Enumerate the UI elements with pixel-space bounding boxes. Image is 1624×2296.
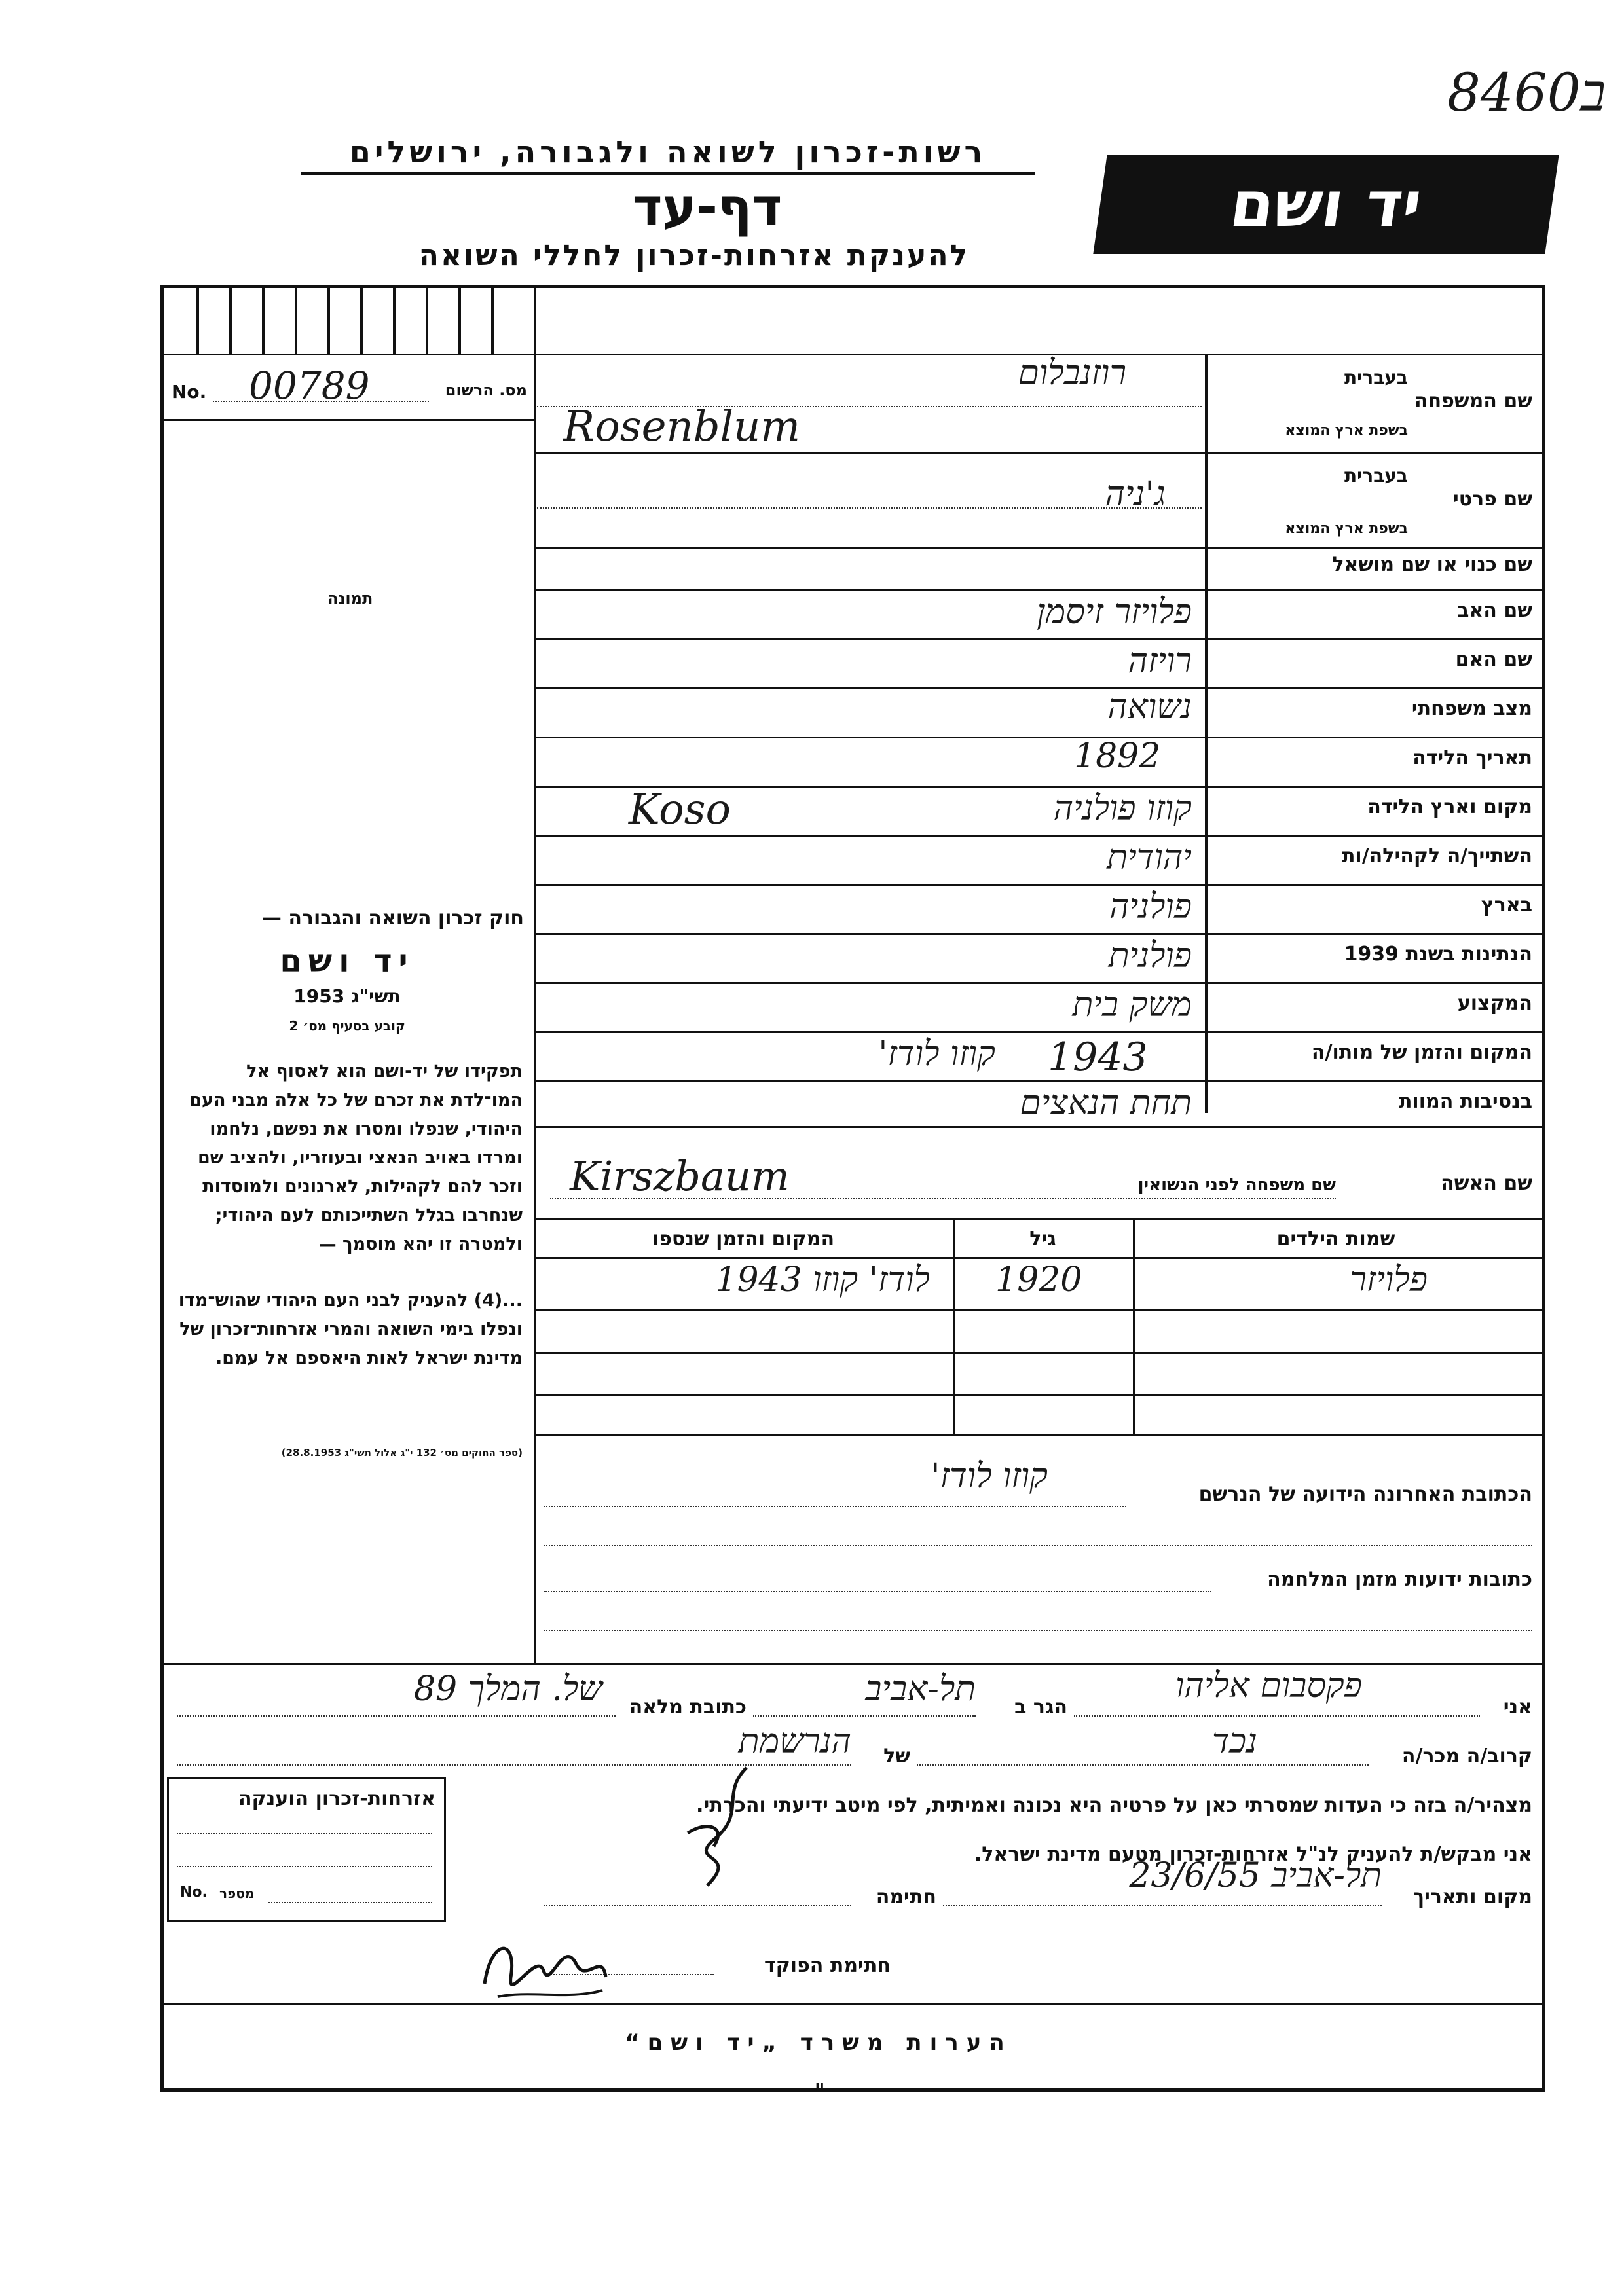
row-separator [534,1218,1545,1220]
children-place-header: המקום והזמן שנספו [652,1228,835,1250]
declarant-signature [648,1755,779,1905]
children-names-header: שמות הילדים [1276,1228,1395,1250]
place-date-dotline [943,1905,1382,1906]
law-text-clause-4: ...(4) להעניק לבני העם היהודי שהוש־מדו ונפלו בימי השואה והמרי אזרחות־זכרון של מדינת ישראל לאות היאספם אל עמם. [178,1290,523,1368]
citizenship-1939-label: הנתינות בשנת 1939 [1344,943,1532,966]
child-name: פלויזר [1350,1260,1428,1300]
profession-label: המקצוע [1457,992,1532,1015]
declaration-text: מצהיר/ה בזה כי העדות שמסרתי כאן על פרטיה היא נכונה ואמיתית, לפי מיטב ידיעתי והכרתי. [696,1794,1532,1817]
first-name-label: שם פרטי [1452,488,1532,511]
remarks-title: הערות משרד „יד ושם“ [625,2030,1012,2056]
declarant-dotline [753,1715,976,1717]
box-no-label: No. [180,1884,208,1901]
family-name-origin-value: Rosenblum [563,403,800,451]
father-label: שם האב [1457,599,1532,622]
page-mark: II [815,2081,824,2094]
form-subtitle: להענקת אזרחות-זכרון לחללי השואה [418,239,970,272]
marital-label: מצב משפחתי [1411,697,1532,720]
table-row-line [534,1352,1545,1354]
declarant-i-label: אני [1503,1696,1532,1719]
marital-value: נשואה [1107,687,1192,727]
last-address-value: קוזו לודז' [931,1457,1048,1496]
declarant-dotline [177,1715,616,1717]
handwritten-archive-number: 8460ב [1447,62,1606,123]
community-label: השתייך/ה לקהילה/ות [1341,845,1532,867]
birth-place-value: קוזו פולניה [1053,789,1192,828]
father-value: פלויזר זיסמן [1037,592,1192,632]
row-separator [534,933,1545,935]
table-row-line [534,1394,1545,1396]
row-separator [534,1080,1545,1082]
strip-divider [491,285,494,354]
law-year: תשי"ג 1953 [293,985,401,1007]
law-title: חוק זכרון השואה והגבורה — [261,907,524,930]
family-name-origin-label: בשפת ארץ המוצא [1285,422,1408,439]
family-name-label: שם המשפחה [1414,390,1532,412]
child-death-place: לודז' קוזו 1943 [715,1260,930,1300]
declarant-name: פקסבום אליהו [1175,1666,1362,1705]
registration-number: 00789 [249,363,370,408]
child-age: 1920 [995,1260,1082,1300]
birth-place-latin: Koso [629,786,731,834]
row-separator [534,547,1545,549]
children-col-divider [953,1218,955,1434]
row-separator [534,737,1545,738]
family-name-hebrew-value: רוזנבלום [1018,354,1126,393]
address-dotline [544,1506,1126,1507]
declarant-dotline [917,1764,1369,1766]
strip-divider [229,285,232,354]
row-line [537,507,1202,509]
death-circumstances-label: בנסיבות המוות [1398,1090,1532,1113]
children-header-line [534,1257,1545,1259]
signature-dotline [544,1905,851,1906]
death-circumstances-value: תחת הנאצים [1020,1084,1192,1123]
row-separator [534,835,1545,837]
death-year-value: 1943 [1048,1034,1148,1080]
wartime-address-label: כתובות ידועות מזמן המלחמה [1267,1568,1532,1591]
law-clause: קובע בסעיף מס׳ 2 [289,1018,405,1034]
wife-maiden-label: שם משפחה לפני הנשואין [1137,1175,1336,1195]
citizenship-1939-value: פולנית [1108,936,1192,975]
address-dotline [544,1545,1532,1546]
box-dotline [177,1866,432,1867]
full-address-label: כתובת מלאה [629,1696,747,1719]
address-dotline [544,1630,1532,1631]
remarks-line [160,2003,1545,2005]
strip-divider [393,285,396,354]
full-address-value: של. המלך 89 [413,1669,602,1709]
table-bottom-line [534,1434,1545,1436]
strip-divider [262,285,265,354]
row-separator [534,638,1545,640]
strip-divider [295,285,297,354]
row-separator [534,982,1545,984]
yad-vashem-logo: יד ושם [1093,155,1559,254]
mother-value: רויזה [1128,642,1192,681]
row-separator [534,452,1545,454]
registration-no-label: No. [172,381,207,403]
photo-label: תמונה [327,589,373,608]
last-address-label: הכתובת האחרונה הידועה של הנרשם [1198,1483,1532,1506]
strip-divider [426,285,428,354]
resides-value: תל-אביב [865,1669,976,1709]
death-place-time-label: המקום והזמן של מותו/ה [1311,1041,1532,1064]
signature-label: חתימה [876,1886,936,1908]
organization-name: רשות-זכרון לשואה ולגבורה, ירושלים [301,134,1035,175]
birth-date-value: 1892 [1074,737,1161,776]
law-text: תפקידו של יד-ושם הוא לאסוף אל המו־לדת את זכרם של כל אלה מבני העם היהודי, שנפלו ומסרו את נפשם, נלחמו ומרדו באויב הנאצי ובעוזריו, ולהציב שם וזכר להם לקהילות, לארגונים ולמוסדות שנחרבו בגלל השתייכותם לעם היהודי; ולמטרה זו יהא מוסמך — [189,1061,523,1254]
registration-he-label: מס. הרשום [445,381,527,399]
law-name: יד ושם [280,943,415,979]
place-date-value: תל-אביב 23/6/55 [1129,1856,1382,1895]
declarant-dotline [1074,1715,1480,1717]
box-number-label: מספר [219,1886,255,1901]
form-title: דף-עד [632,178,783,237]
row-separator [534,1126,1545,1128]
profession-value: משק בית [1072,985,1192,1025]
first-name-hebrew-value: ג'ניה [1105,475,1166,514]
row-separator [534,1031,1545,1033]
of-value: הנרשמת [738,1722,851,1761]
strip-divider [458,285,461,354]
address-dotline [544,1591,1211,1592]
officer-signature-label: חתימת הפוקד [764,1954,891,1977]
country-value: פולניה [1109,887,1192,926]
citizenship-granted-title: אזרחות-זכרון הוענקה [238,1787,435,1810]
country-label: בארץ [1481,894,1532,917]
row-separator [534,589,1545,591]
strip-divider [360,285,363,354]
of-label: של [883,1745,910,1768]
place-date-label: מקום ותאריך [1412,1886,1532,1908]
mother-label: שם האם [1455,648,1532,671]
birth-place-label: מקום וארץ הלידה [1367,795,1532,818]
first-name-origin-label: בשפת ארץ המוצא [1285,520,1408,537]
relative-value: נכד [1211,1722,1257,1761]
children-col-divider [1133,1218,1135,1434]
declaration-separator [160,1663,1545,1665]
children-age-header: גיל [1029,1228,1056,1250]
wife-label: שם האשה [1441,1172,1532,1195]
officer-signature [471,1912,616,2016]
first-name-hebrew-label: בעברית [1344,465,1408,486]
relative-label: קרוב/ה מכר/ה [1401,1745,1532,1768]
box-dotline [268,1902,432,1903]
table-row-line [534,1309,1545,1311]
wife-value: Kirszbaum [570,1152,790,1200]
resides-label: הגר ב [1014,1696,1067,1719]
strip-divider [327,285,330,354]
registration-line [160,419,534,421]
box-dotline [177,1833,432,1834]
request-text: אני מבקש/ת להעניק לנ"ל אזרחות-זכרון מטעם מדינת ישראל. [974,1843,1532,1866]
death-place-value: קוזו לודז' [878,1034,995,1074]
community-value: יהודית [1107,838,1192,877]
birth-date-label: תאריך הלידה [1412,746,1532,769]
nickname-label: שם כנוי או שם מושאל [1332,553,1532,576]
label-column-divider [1205,354,1208,1113]
family-name-hebrew-label: בעברית [1344,367,1408,388]
strip-divider [196,285,199,354]
row-separator [534,884,1545,886]
left-column-divider [534,285,536,1663]
law-footnote: (ספר החוקים מס׳ 132 י"ג אלול תשי"ג 28.8.1953) [281,1447,523,1459]
